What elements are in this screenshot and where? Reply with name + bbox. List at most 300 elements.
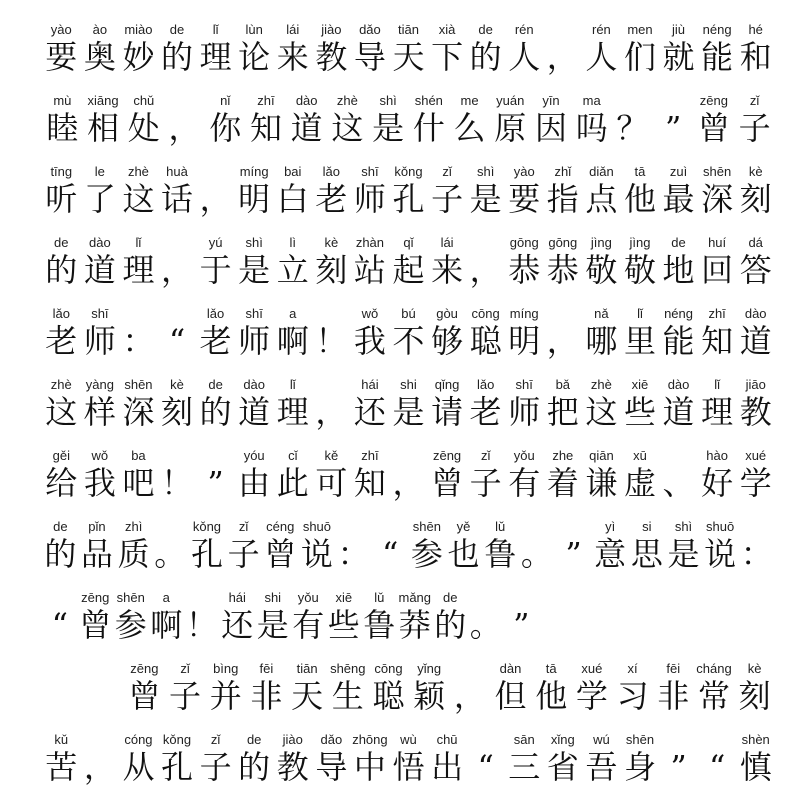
char-cell — [698, 447, 737, 501]
char-cell — [351, 731, 390, 785]
pinyin: shi — [400, 377, 417, 392]
punctuation-cell — [158, 305, 197, 359]
hanzi: 下 — [431, 38, 464, 76]
char-cell — [246, 660, 287, 714]
hanzi: 师 — [83, 322, 116, 360]
hanzi: 这 — [585, 393, 618, 431]
hanzi: 谦 — [585, 464, 618, 502]
punctuation-cell — [698, 731, 737, 785]
pinyin: le — [94, 164, 105, 179]
hanzi: 非 — [250, 677, 283, 715]
char-cell — [196, 234, 235, 288]
char-cell — [621, 731, 660, 785]
char-cell — [582, 163, 621, 217]
char-cell — [389, 234, 428, 288]
pinyin: tā — [634, 164, 646, 179]
char-cell — [694, 92, 735, 146]
char-cell — [389, 731, 428, 785]
hanzi: 的 — [161, 38, 194, 76]
hanzi: 恭 — [546, 251, 579, 289]
pinyin: huí — [708, 235, 727, 250]
pinyin: si — [642, 519, 652, 534]
char-cell — [42, 163, 81, 217]
char-cell — [273, 305, 312, 359]
hanzi: 教 — [739, 393, 772, 431]
pinyin: gěi — [52, 448, 70, 463]
hanzi: 道 — [739, 322, 772, 360]
hanzi: 常 — [697, 677, 730, 715]
char-cell — [312, 731, 351, 785]
pinyin: shuō — [706, 519, 735, 534]
pinyin: pǐn — [88, 519, 106, 534]
hanzi: 由 — [238, 464, 271, 502]
pinyin: cóng — [124, 732, 153, 747]
pinyin: me — [460, 93, 479, 108]
pinyin: hái — [228, 590, 246, 605]
pinyin: shì — [476, 164, 495, 179]
hanzi: 刻 — [738, 677, 771, 715]
pinyin: hào — [706, 448, 728, 463]
char-cell — [78, 589, 114, 643]
char-cell — [205, 660, 246, 714]
hanzi: 吾 — [585, 748, 618, 786]
pinyin: de — [54, 235, 69, 250]
pinyin: lái — [286, 22, 300, 37]
char-cell — [466, 163, 505, 217]
char-cell — [149, 589, 185, 643]
hanzi: 站 — [353, 251, 386, 289]
pinyin: kè — [170, 377, 184, 392]
char-cell — [81, 376, 120, 430]
punctuation: 。 — [154, 535, 187, 573]
pinyin: shī — [361, 164, 379, 179]
char-cell — [659, 21, 698, 75]
hanzi: 莽 — [398, 606, 431, 644]
char-cell — [612, 660, 653, 714]
hanzi: 聪 — [372, 677, 405, 715]
text-line — [42, 21, 775, 75]
pinyin: yīn — [542, 93, 560, 108]
char-cell — [351, 21, 390, 75]
char-cell — [659, 163, 698, 217]
punctuation-cell — [555, 518, 592, 572]
pinyin: yào — [513, 164, 535, 179]
hanzi: 么 — [453, 109, 486, 147]
hanzi: 知 — [249, 109, 282, 147]
pinyin: bìng — [213, 661, 239, 676]
char-cell — [362, 589, 398, 643]
pinyin: shén — [414, 93, 443, 108]
hanzi: 老 — [199, 322, 232, 360]
hanzi: 深 — [122, 393, 155, 431]
hanzi: 了 — [83, 180, 116, 218]
char-cell — [736, 234, 775, 288]
pinyin: zhè — [336, 93, 358, 108]
hanzi: 刻 — [161, 393, 194, 431]
hanzi: 答 — [739, 251, 772, 289]
book-page — [42, 21, 775, 785]
char-cell — [408, 92, 449, 146]
pinyin: shī — [91, 306, 109, 321]
char-cell — [659, 376, 698, 430]
char-cell — [736, 305, 775, 359]
char-cell — [428, 163, 467, 217]
pinyin: yú — [208, 235, 223, 250]
char-cell — [389, 21, 428, 75]
char-cell — [246, 92, 287, 146]
punctuation: ， — [83, 748, 116, 786]
pinyin: shēng — [330, 661, 366, 676]
pinyin: de — [478, 22, 493, 37]
pinyin: gòu — [436, 306, 458, 321]
punctuation: ” — [670, 748, 687, 786]
punctuation: ” — [664, 109, 682, 147]
pinyin: jiào — [282, 732, 303, 747]
char-cell — [286, 92, 327, 146]
hanzi: 师 — [508, 393, 541, 431]
hanzi: 把 — [546, 393, 579, 431]
pinyin: gōng — [548, 235, 578, 250]
char-cell — [665, 518, 702, 572]
punctuation: ， — [453, 677, 486, 715]
char-cell — [505, 234, 544, 288]
pinyin: zēng — [130, 661, 159, 676]
pinyin: mù — [53, 93, 72, 108]
char-cell — [158, 21, 197, 75]
hanzi: 说 — [300, 535, 333, 573]
hanzi: 参 — [410, 535, 443, 573]
hanzi: 是 — [667, 535, 700, 573]
char-cell — [312, 447, 351, 501]
punctuation-cell — [42, 589, 78, 643]
char-cell — [113, 589, 149, 643]
pinyin: chū — [436, 732, 458, 747]
char-cell — [466, 376, 505, 430]
hanzi: 省 — [546, 748, 579, 786]
punctuation-cell — [372, 518, 409, 572]
pinyin: dào — [243, 377, 266, 392]
hanzi: 些 — [623, 393, 656, 431]
pinyin: shēn — [625, 732, 655, 747]
hanzi: 是 — [469, 180, 502, 218]
hanzi: 明 — [508, 322, 541, 360]
pinyin: miào — [124, 22, 153, 37]
pinyin: lì — [289, 235, 296, 250]
pinyin: dào — [744, 306, 767, 321]
pinyin: yóu — [243, 448, 265, 463]
pinyin: dào — [295, 93, 318, 108]
punctuation-cell — [312, 305, 351, 359]
char-cell — [389, 376, 428, 430]
hanzi: 还 — [353, 393, 386, 431]
pinyin: cōng — [471, 306, 500, 321]
pinyin: ba — [131, 448, 146, 463]
hanzi: 人 — [585, 38, 618, 76]
char-cell — [505, 305, 544, 359]
hanzi: 理 — [199, 38, 232, 76]
hanzi: 思 — [630, 535, 663, 573]
char-cell — [582, 447, 621, 501]
pinyin: xiē — [335, 590, 353, 605]
hanzi: 此 — [276, 464, 309, 502]
char-cell — [326, 589, 362, 643]
pinyin: qǐng — [434, 377, 460, 392]
punctuation: ， — [469, 251, 502, 289]
pinyin: dàn — [499, 661, 522, 676]
hanzi: 的 — [199, 393, 232, 431]
hanzi: 要 — [45, 38, 78, 76]
pinyin: shi — [264, 590, 282, 605]
pinyin: fēi — [666, 661, 681, 676]
pinyin: de — [671, 235, 686, 250]
char-cell — [273, 234, 312, 288]
hanzi: 三 — [508, 748, 541, 786]
pinyin: lǎo — [322, 164, 341, 179]
char-cell — [42, 92, 83, 146]
hanzi: 好 — [701, 464, 734, 502]
char-cell — [572, 660, 613, 714]
pinyin: hái — [361, 377, 379, 392]
char-cell — [621, 376, 660, 430]
pinyin: jiào — [321, 22, 342, 37]
hanzi: 鲁 — [363, 606, 396, 644]
hanzi: 子 — [227, 535, 260, 573]
pinyin: zǐ — [238, 519, 249, 534]
hanzi: 道 — [662, 393, 695, 431]
punctuation-cell — [653, 92, 694, 146]
char-cell — [490, 660, 531, 714]
punctuation: ” — [565, 535, 582, 573]
punctuation-cell — [504, 589, 540, 643]
hanzi: 教 — [315, 38, 348, 76]
hanzi: 这 — [122, 180, 155, 218]
hanzi: 的 — [469, 38, 502, 76]
pinyin: zǐ — [480, 448, 491, 463]
pinyin: nǎ — [594, 306, 609, 321]
pinyin: cháng — [696, 661, 732, 676]
hanzi: 苦 — [45, 748, 78, 786]
char-cell — [196, 21, 235, 75]
char-cell — [165, 660, 206, 714]
hanzi: 老 — [315, 180, 348, 218]
punctuation: ！ — [161, 464, 194, 502]
pinyin: dào — [667, 377, 690, 392]
pinyin: lǎo — [476, 377, 495, 392]
char-cell — [235, 21, 274, 75]
pinyin: de — [169, 22, 185, 37]
hanzi: 导 — [315, 748, 348, 786]
hanzi: 论 — [238, 38, 271, 76]
pinyin: tā — [545, 661, 557, 676]
text-line — [42, 92, 775, 146]
char-cell — [428, 731, 467, 785]
punctuation-cell — [196, 163, 235, 217]
hanzi: 哪 — [585, 322, 618, 360]
char-cell — [351, 447, 390, 501]
hanzi: 学 — [575, 677, 608, 715]
char-cell — [83, 92, 124, 146]
char-cell — [397, 589, 433, 643]
punctuation: ， — [315, 393, 348, 431]
hanzi: 曾 — [697, 109, 730, 147]
hanzi: 也 — [447, 535, 480, 573]
char-cell — [505, 21, 544, 75]
char-cell — [629, 518, 666, 572]
char-cell — [312, 234, 351, 288]
hanzi: 天 — [392, 38, 425, 76]
punctuation: ？ — [616, 109, 649, 147]
hanzi: 聪 — [469, 322, 502, 360]
hanzi: 是 — [372, 109, 405, 147]
punctuation-cell — [389, 447, 428, 501]
hanzi: 曾 — [128, 677, 161, 715]
char-cell — [449, 92, 490, 146]
pinyin: lǎo — [52, 306, 70, 321]
char-cell — [736, 447, 775, 501]
char-cell — [505, 163, 544, 217]
punctuation: ” — [513, 606, 530, 644]
hanzi: 里 — [623, 322, 656, 360]
char-cell — [123, 92, 164, 146]
text-line-paragraph-start — [42, 660, 775, 714]
hanzi: 因 — [534, 109, 567, 147]
char-cell — [196, 376, 235, 430]
char-cell — [428, 376, 467, 430]
punctuation-cell — [466, 234, 505, 288]
hanzi: 质 — [117, 535, 150, 573]
pinyin: zhè — [50, 377, 72, 392]
char-cell — [273, 376, 312, 430]
pinyin: kǔ — [54, 732, 69, 747]
hanzi: 道 — [83, 251, 116, 289]
pinyin: men — [627, 22, 653, 37]
pinyin: shì — [674, 519, 693, 534]
hanzi: 听 — [45, 180, 78, 218]
pinyin: jiāo — [745, 377, 766, 392]
hanzi: 睦 — [46, 109, 79, 147]
pinyin: lǔ — [495, 519, 506, 534]
pinyin: de — [208, 377, 223, 392]
punctuation: ， — [199, 180, 232, 218]
hanzi: 理 — [276, 393, 309, 431]
char-cell — [621, 234, 660, 288]
hanzi: 最 — [662, 180, 695, 218]
hanzi: 孔 — [190, 535, 223, 573]
pinyin: zhe — [552, 448, 574, 463]
hanzi: 刻 — [315, 251, 348, 289]
hanzi: 说 — [704, 535, 737, 573]
pinyin: jìng — [590, 235, 612, 250]
pinyin: míng — [239, 164, 269, 179]
char-cell — [736, 163, 775, 217]
pinyin: qǐ — [403, 235, 414, 250]
hanzi: 的 — [238, 748, 271, 786]
char-cell — [582, 376, 621, 430]
punctuation-cell — [544, 21, 583, 75]
pinyin: a — [289, 306, 297, 321]
pinyin: kǒng — [192, 519, 222, 534]
char-cell — [621, 21, 660, 75]
pinyin: zǐ — [442, 164, 452, 179]
hanzi: 这 — [331, 109, 364, 147]
char-cell — [351, 163, 390, 217]
hanzi: 意 — [594, 535, 627, 573]
hanzi: 非 — [657, 677, 690, 715]
hanzi: 知 — [353, 464, 386, 502]
char-cell — [225, 518, 262, 572]
hanzi: 啊 — [276, 322, 309, 360]
char-cell — [119, 376, 158, 430]
text-line-paragraph-end — [42, 589, 775, 643]
char-cell — [428, 21, 467, 75]
pinyin: zhī — [361, 448, 379, 463]
punctuation-cell — [450, 660, 491, 714]
char-cell — [42, 21, 81, 75]
punctuation-cell — [466, 731, 505, 785]
char-cell — [119, 447, 158, 501]
char-cell — [482, 518, 519, 572]
char-cell — [544, 731, 583, 785]
char-cell — [466, 21, 505, 75]
punctuation: ， — [168, 109, 201, 147]
pinyin: zǐ — [180, 661, 190, 676]
pinyin: nǐ — [220, 93, 231, 108]
hanzi: 的 — [44, 535, 77, 573]
punctuation-cell — [81, 731, 120, 785]
char-cell — [327, 92, 368, 146]
hanzi: 起 — [392, 251, 425, 289]
pinyin: yě — [456, 519, 471, 534]
hanzi: 还 — [221, 606, 254, 644]
hanzi: 教 — [276, 748, 309, 786]
pinyin: rén — [514, 22, 534, 37]
punctuation-cell — [312, 376, 351, 430]
char-cell — [698, 21, 737, 75]
char-cell — [621, 447, 660, 501]
char-cell — [368, 92, 409, 146]
hanzi: 师 — [238, 322, 271, 360]
punctuation: 。 — [520, 535, 553, 573]
hanzi: 参 — [114, 606, 147, 644]
char-cell — [694, 660, 735, 714]
pinyin: lǐ — [135, 235, 142, 250]
pinyin: fēi — [259, 661, 274, 676]
pinyin: zǐ — [210, 732, 221, 747]
punctuation-cell — [158, 447, 197, 501]
hanzi: 能 — [701, 38, 734, 76]
pinyin: xiāng — [87, 93, 119, 108]
hanzi: 天 — [291, 677, 324, 715]
punctuation-cell — [196, 447, 235, 501]
hanzi: 来 — [276, 38, 309, 76]
punctuation-cell — [119, 305, 158, 359]
hanzi: 这 — [45, 393, 78, 431]
pinyin: de — [246, 732, 262, 747]
pinyin: shēn — [412, 519, 441, 534]
char-cell — [409, 518, 446, 572]
hanzi: 从 — [122, 748, 155, 786]
pinyin: xǐng — [550, 732, 575, 747]
pinyin: zhōng — [352, 732, 388, 747]
punctuation: ， — [546, 322, 579, 360]
pinyin: xué — [745, 448, 767, 463]
hanzi: 吗 — [575, 109, 608, 147]
char-cell — [505, 731, 544, 785]
pinyin: yàng — [85, 377, 114, 392]
punctuation-cell — [158, 234, 197, 288]
hanzi: 孔 — [161, 748, 194, 786]
hanzi: 曾 — [79, 606, 112, 644]
